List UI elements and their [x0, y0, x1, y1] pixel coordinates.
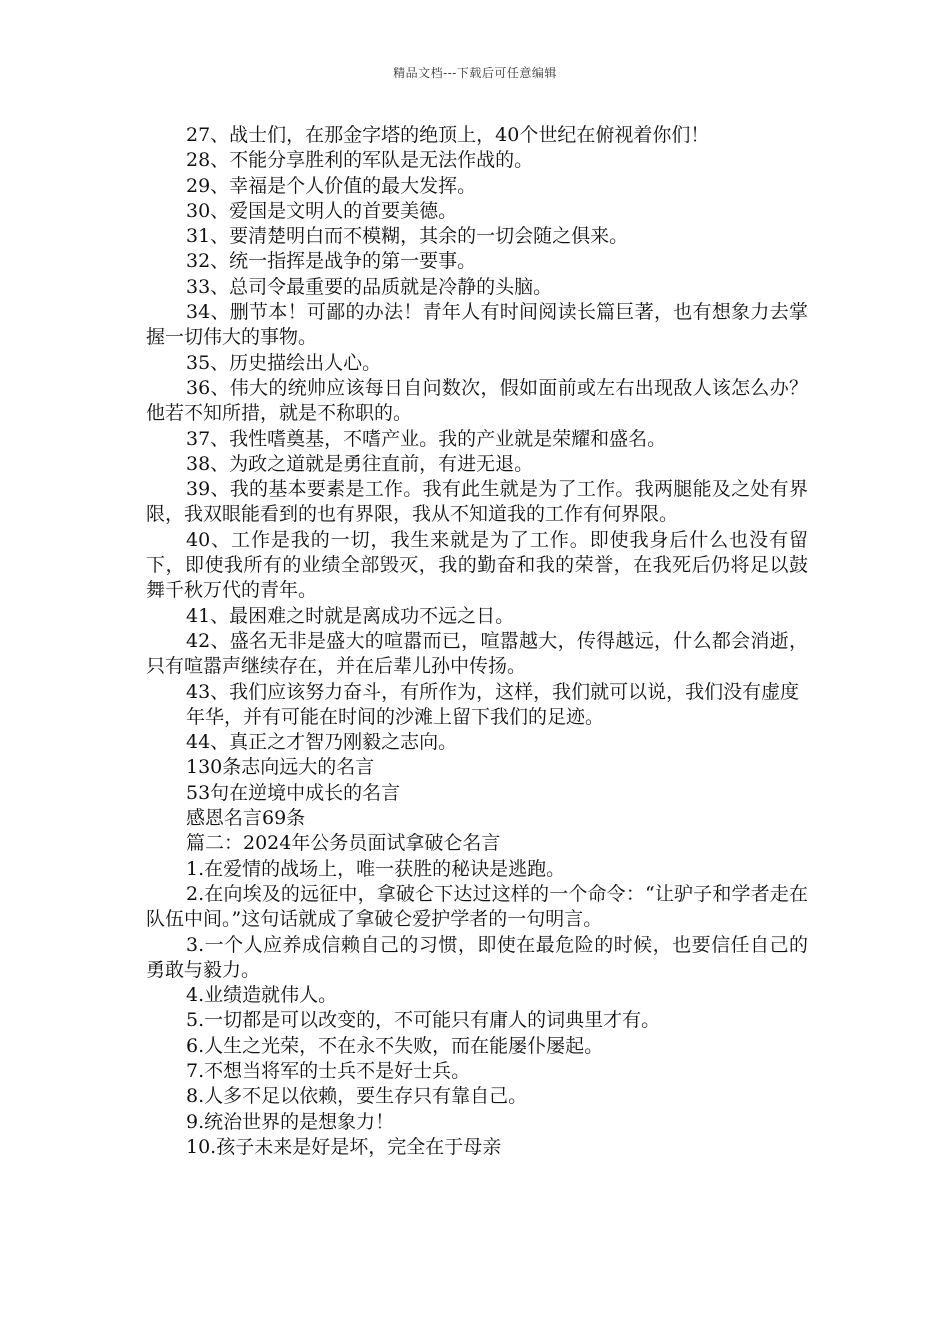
paragraph: 33、总司令最重要的品质就是冷静的头脑。: [186, 275, 553, 298]
paragraph: 7.不想当将军的士兵不是好士兵。: [186, 1059, 471, 1082]
document-body: [146, 123, 808, 1160]
paragraph: 5.一切都是可以改变的，不可能只有庸人的词典里才有。: [186, 1009, 661, 1032]
paragraph: 3.一个人应养成信赖自己的习惯，即使在最危险的时候，也要信任自己的勇敢与毅力。: [146, 933, 808, 981]
paragraph: 35、历史描绘出人心。: [186, 351, 382, 374]
paragraph: 41、最困难之时就是离成功不远之日。: [186, 604, 515, 627]
paragraph: 43、我们应该努力奋斗，有所作为，这样，我们就可以说，我们没有虚度: [186, 680, 800, 703]
paragraph: 34、删节本！可鄙的办法！青年人有时间阅读长篇巨著，也有想象力去掌握一切伟大的事物。: [146, 301, 808, 349]
paragraph: 38、为政之道就是勇往直前，有进无退。: [186, 452, 534, 475]
paragraph: 130条志向远大的名言: [186, 756, 375, 779]
paragraph: 39、我的基本要素是工作。我有此生就是为了工作。我两腿能及之处有界限，我双眼能看到的也有界限，我从不知道我的工作有何界限。: [146, 478, 808, 526]
paragraph: 8.人多不足以依赖，要生存只有靠自己。: [186, 1085, 528, 1108]
paragraph: 28、不能分享胜利的军队是无法作战的。: [186, 149, 534, 172]
paragraph: 29、幸福是个人价值的最大发挥。: [186, 174, 477, 197]
paragraph: 1.在爱情的战场上，唯一获胜的秘诀是逃跑。: [186, 857, 566, 880]
paragraph: 感恩名言69条: [186, 807, 306, 830]
section-heading: 篇二：2024年公务员面试拿破仑名言: [186, 832, 501, 855]
paragraph: 37、我性嗜奠基，不嗜产业。我的产业就是荣耀和盛名。: [186, 427, 667, 450]
paragraph: 27、战士们，在那金字塔的绝顶上，40个世纪在俯视着你们！: [186, 124, 710, 146]
paragraph: 40、工作是我的一切，我生来就是为了工作。即使我身后什么也没有留下，即使我所有的业绩全部毁灭，我的勤奋和我的荣誉，在我死后仍将足以鼓舞千秋万代的青年。: [146, 528, 808, 602]
paragraph: 32、统一指挥是战争的第一要事。: [186, 250, 477, 273]
paragraph: 2.在向埃及的远征中，拿破仑下达过这样的一个命令：“让驴子和学者走在队伍中间。”这句话就成了拿破仑爱护学者的一句明言。: [146, 882, 808, 931]
paragraph: 44、真正之才智乃刚毅之志向。: [186, 731, 458, 754]
paragraph: 10.孩子未来是好是坏，完全在于母亲: [186, 1135, 502, 1158]
paragraph: 4.业绩造就伟人。: [186, 984, 338, 1007]
paragraph: 42、盛名无非是盛大的喧嚣而已，喧嚣越大，传得越远，什么都会消逝，只有喧嚣声继续存在，并在后辈儿孙中传扬。: [146, 629, 808, 678]
paragraph: 9.统治世界的是想象力！: [186, 1110, 395, 1133]
paragraph: 年华，并有可能在时间的沙滩上留下我们的足迹。: [186, 705, 605, 728]
paragraph: 31、要清楚明白而不模糊，其余的一切会随之俱来。: [186, 225, 629, 248]
paragraph: 53句在逆境中成长的名言: [186, 781, 401, 804]
page-header: 精品文档---下载后可任意编辑: [393, 66, 557, 80]
paragraph: 30、爱国是文明人的首要美德。: [186, 199, 458, 222]
paragraph: 36、伟大的统帅应该每日自问数次，假如面前或左右出现敌人该怎么办？他若不知所措，就是不称职的。: [146, 376, 808, 425]
paragraph: 6.人生之光荣，不在永不失败，而在能屡仆屡起。: [186, 1034, 604, 1057]
